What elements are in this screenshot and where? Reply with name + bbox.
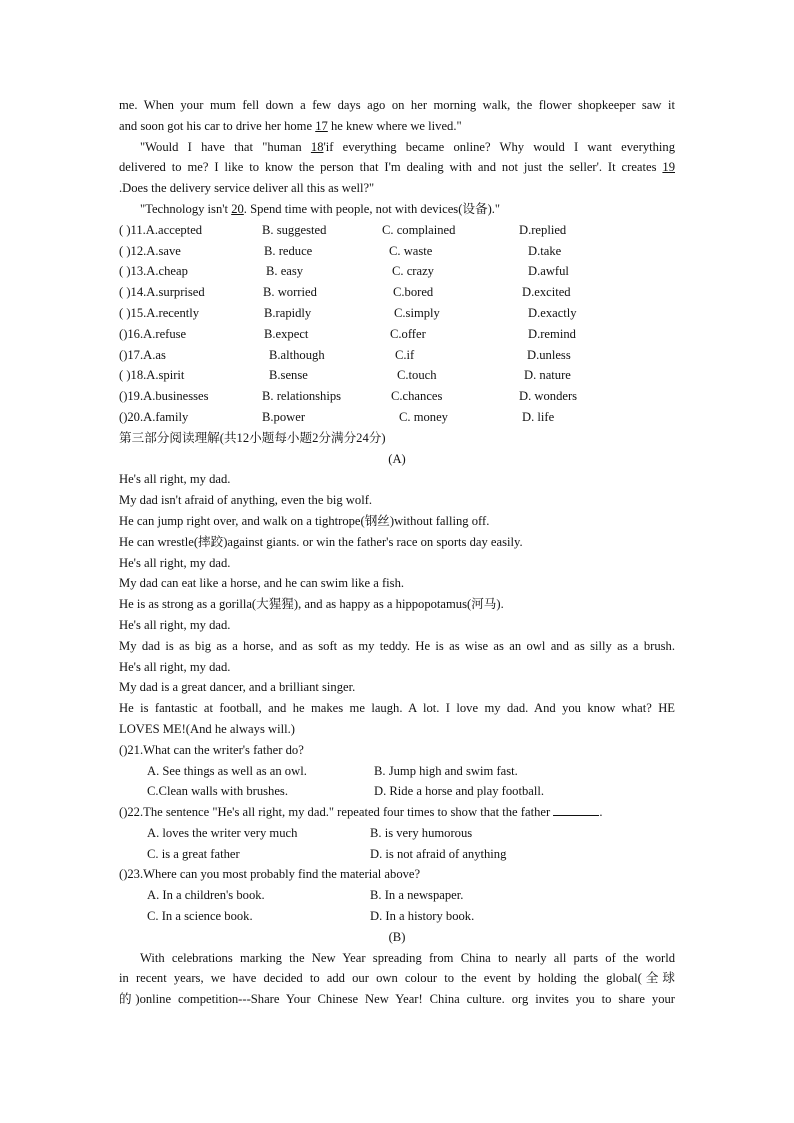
passage-line: He is fantastic at football, and he makes me laugh. A lot. I love my dad. And you know what? HE	[119, 701, 675, 716]
option-row	[119, 241, 675, 262]
option-row	[119, 365, 675, 386]
cloze-text: and soon got his car to drive her home	[119, 118, 316, 133]
question-23	[119, 864, 675, 926]
answer-a: A. loves the writer very much	[147, 825, 298, 840]
options-list	[119, 220, 675, 428]
option-d: D. wonders	[519, 389, 578, 404]
passage-line: He's all right, my dad.	[119, 555, 231, 570]
passage-line: He is as strong as a gorilla(大猩猩), and as happy as a hippopotamus(河马).	[119, 597, 504, 612]
passage-line: My dad isn't afraid of anything, even the big wolf.	[119, 493, 373, 508]
cloze-text: . Spend time with people, not with devices(设备)."	[243, 201, 501, 216]
passage-label: (A)	[388, 451, 406, 466]
answer-d: D. is not afraid of anything	[370, 846, 507, 861]
option-row	[119, 282, 675, 303]
passage-line: in recent years, we have decided to add our own colour to the event by holding the global(全球	[119, 971, 675, 986]
passage-a	[119, 469, 675, 739]
option-d: D.exactly	[528, 305, 577, 320]
blank-number: 18	[310, 139, 324, 154]
option-b: B. reduce	[264, 243, 313, 258]
option-b: B. easy	[266, 264, 304, 279]
option-c: C. crazy	[392, 264, 434, 279]
option-c: C.offer	[390, 326, 426, 341]
option-a: ()20.A.family	[119, 409, 189, 424]
option-d: D. nature	[524, 368, 571, 383]
cloze-text: "Would I have that "human	[140, 139, 311, 154]
option-a: ( )12.A.save	[119, 243, 181, 258]
section-title: 第三部分阅读理解(共12小题每小题2分满分24分)	[119, 430, 386, 445]
option-a: ( )13.A.cheap	[119, 264, 188, 279]
answer-row	[119, 885, 675, 906]
option-row	[119, 386, 675, 407]
option-a: ( )11.A.accepted	[119, 222, 203, 237]
option-row	[119, 345, 675, 366]
option-b: B. worried	[263, 285, 317, 300]
option-d: D.replied	[519, 222, 567, 237]
option-c: C.simply	[394, 305, 440, 320]
option-c: C. complained	[382, 222, 456, 237]
passage-line: My dad can eat like a horse, and he can swim like a fish.	[119, 576, 405, 591]
option-c: C.bored	[393, 285, 434, 300]
passage-line: He's all right, my dad.	[119, 472, 231, 487]
cloze-text: "Technology isn't	[140, 201, 232, 216]
cloze-line: .Does the delivery service deliver all this as well?"	[119, 181, 375, 196]
option-a: ( )18.A.spirit	[119, 368, 185, 383]
passage-line: He can jump right over, and walk on a tightrope(钢丝)without falling off.	[119, 513, 490, 528]
option-row	[119, 407, 675, 428]
question-21	[119, 740, 675, 802]
option-a: ()19.A.businesses	[119, 389, 209, 404]
answer-b: B. Jump high and swim fast.	[374, 763, 518, 778]
option-row	[119, 303, 675, 324]
passage-line: He can wrestle(摔跤)against giants. or win the father's race on sports day easily.	[119, 534, 523, 549]
passage-line: With celebrations marking the New Year spreading from China to nearly all parts of the world	[140, 950, 675, 965]
option-b: B.power	[262, 409, 306, 424]
option-b: B. suggested	[262, 222, 327, 237]
question-end: .	[599, 805, 603, 820]
option-a: ( )14.A.surprised	[119, 285, 205, 300]
option-d: D.remind	[528, 326, 576, 341]
question-22	[119, 802, 675, 864]
answer-b: B. In a newspaper.	[370, 888, 464, 903]
answer-blank	[553, 804, 599, 816]
option-a: ( )15.A.recently	[119, 305, 200, 320]
answer-c: C. In a science book.	[147, 909, 253, 924]
answer-d: D. Ride a horse and play football.	[374, 784, 544, 799]
passage-line: 的)online competition---Share Your Chinese New Year! China culture. org invites you to share your	[119, 992, 675, 1007]
option-b: B. relationships	[262, 389, 342, 404]
option-d: D.awful	[528, 264, 569, 279]
option-c: C. money	[399, 409, 448, 424]
question-stem	[119, 802, 675, 823]
passage-line: He's all right, my dad.	[119, 617, 231, 632]
option-b: B.rapidly	[264, 305, 312, 320]
answer-row	[119, 761, 675, 782]
option-d: D. life	[522, 409, 555, 424]
option-c: C.chances	[391, 389, 443, 404]
answer-row	[119, 906, 675, 927]
question-stem: ()23.Where can you most probably find the material above?	[119, 867, 421, 882]
option-d: D.excited	[522, 285, 571, 300]
cloze-text: 'if everything became online? Why would I want everything	[323, 139, 676, 154]
option-a: ()16.A.refuse	[119, 326, 187, 341]
cloze-text: delivered to me? I like to know the person that I'm dealing with and not just the seller'. It creates	[119, 160, 663, 175]
cloze-line: me. When your mum fell down a few days ago on her morning walk, the flower shopkeeper saw it	[119, 98, 675, 112]
blank-number: 17	[315, 118, 328, 133]
answer-row	[119, 844, 675, 865]
option-b: B.although	[269, 347, 325, 362]
question-stem: ()21.What can the writer's father do?	[119, 742, 304, 757]
answer-b: B. is very humorous	[370, 825, 473, 840]
blank-number: 20	[231, 201, 244, 216]
passage-line: My dad is as big as a horse, and as soft as my teddy. He is as wise as an owl and as silly as a brush.	[119, 638, 675, 653]
cloze-line	[119, 116, 675, 137]
option-c: C.if	[395, 347, 415, 362]
answer-d: D. In a history book.	[370, 909, 475, 924]
option-b: B.sense	[269, 368, 308, 383]
passage-label: (B)	[388, 929, 406, 944]
option-b: B.expect	[264, 326, 309, 341]
option-row	[119, 220, 675, 241]
cloze-line	[119, 157, 675, 178]
option-row	[119, 324, 675, 345]
answer-a: A. In a children's book.	[147, 888, 265, 903]
option-c: C. waste	[389, 243, 433, 258]
answer-a: A. See things as well as an owl.	[147, 763, 307, 778]
blank-number: 19	[662, 160, 675, 175]
answer-c: C. is a great father	[147, 846, 240, 861]
answer-row	[119, 781, 675, 802]
passage-line: My dad is a great dancer, and a brilliant singer.	[119, 680, 356, 695]
answer-row	[119, 823, 675, 844]
option-a: ()17.A.as	[119, 347, 166, 362]
answer-c: C.Clean walls with brushes.	[147, 784, 288, 799]
cloze-line	[119, 137, 675, 158]
option-c: C.touch	[397, 368, 437, 383]
cloze-line	[119, 199, 675, 220]
passage-line: He's all right, my dad.	[119, 659, 231, 674]
option-d: D.take	[528, 243, 562, 258]
passage-line: LOVES ME!(And he always will.)	[119, 721, 295, 736]
option-d: D.unless	[527, 347, 571, 362]
option-row	[119, 261, 675, 282]
question-text: ()22.The sentence "He's all right, my dad." repeated four times to show that the father	[119, 805, 551, 820]
cloze-text: he knew where we lived."	[327, 118, 462, 133]
worksheet-page	[119, 95, 675, 1010]
